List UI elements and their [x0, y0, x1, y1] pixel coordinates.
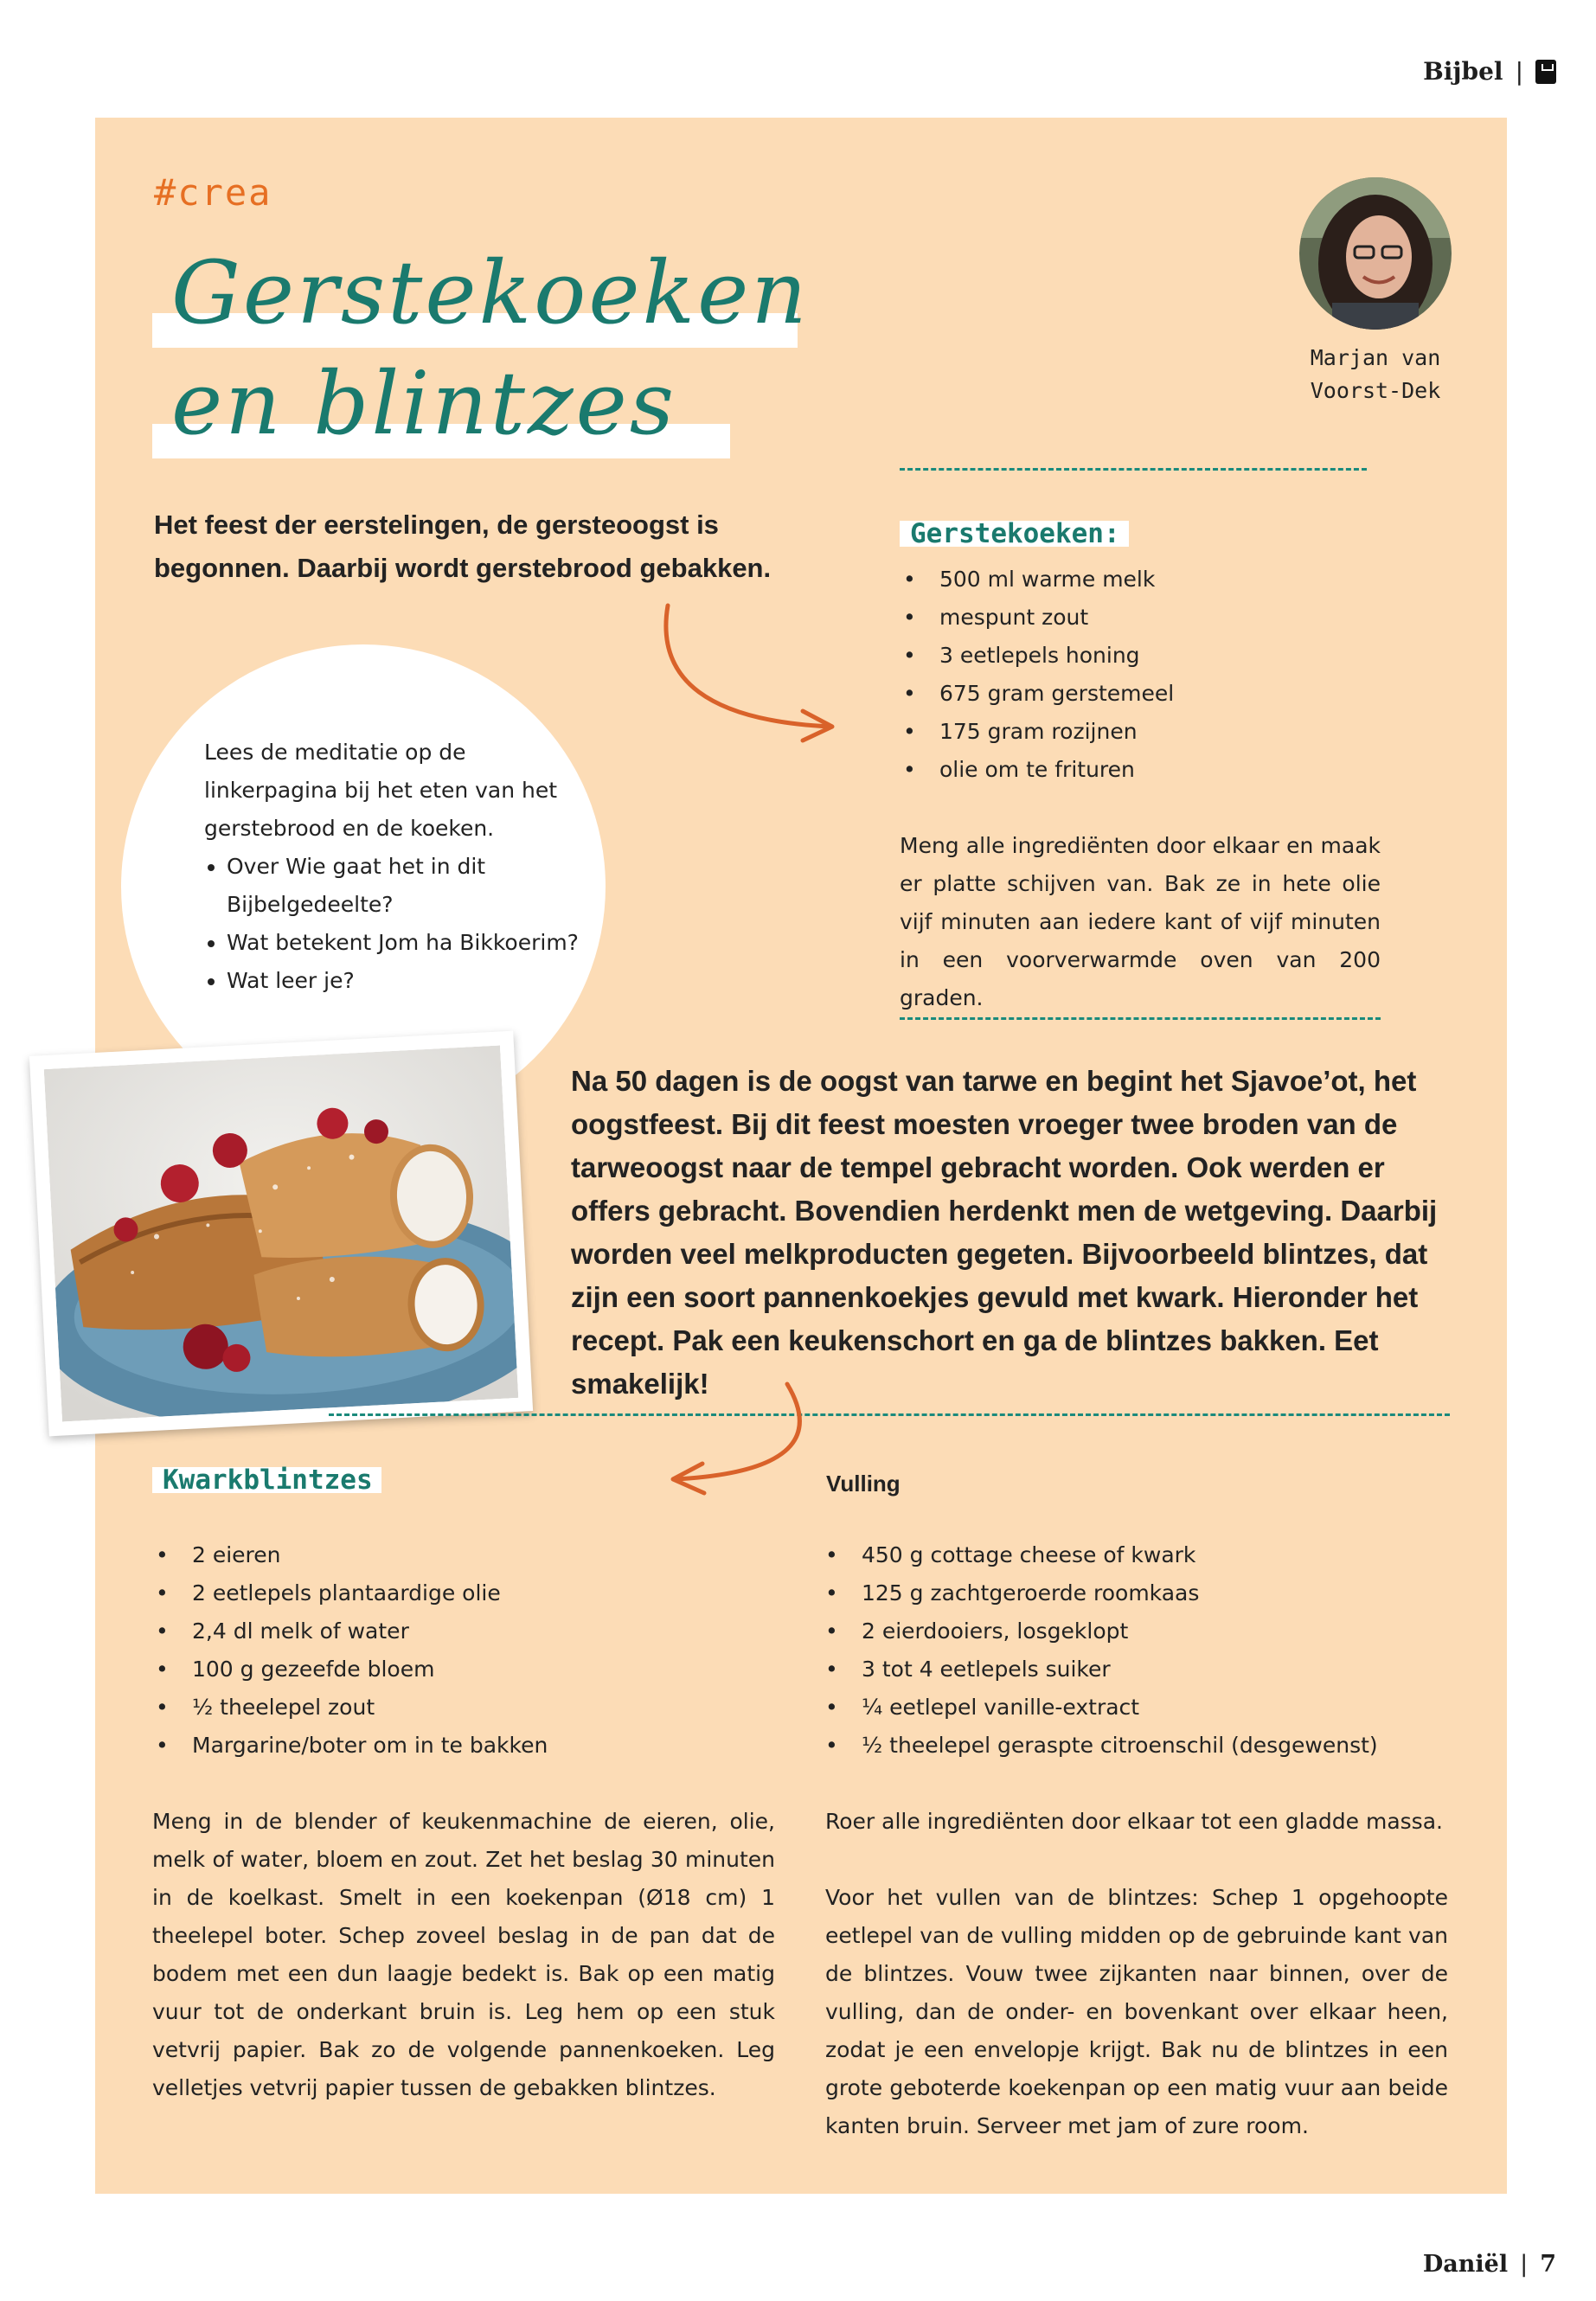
ingredient-item: • 175 gram rozijnen — [900, 713, 1384, 751]
curved-arrow-icon — [657, 1375, 830, 1497]
ingredient-item: • 450 g cottage cheese of kwark — [822, 1536, 1462, 1574]
author-name-line-1: Marjan van — [1310, 345, 1441, 370]
blintzes-photo — [29, 1031, 533, 1437]
kwarkblintzes-instructions: Meng in de blender of keukenmachine de eieren, olie, melk of water, bloem en zout. Zet het beslag 30 minuten in de koelkast. Smelt in een koekenpan (Ø18 cm) 1 theelepel boter. Schep zoveel beslag in de pan dat de bodem met een dun laagje bedekt is. Bak op een matig vuur tot de onderkant bruin is. Leg hem op een stuk vetvrij papier. Bak zo de volgende pannenkoeken. Leg velletjes vetvrij papier tussen de gebakken blintzes. — [152, 1809, 775, 2100]
vulling-heading: Vulling — [826, 1471, 901, 1497]
kwarkblintzes-heading: Kwarkblintzes — [152, 1467, 381, 1493]
sjavoeot-text: Na 50 dagen is de oogst van tarwe en begint het Sjavoe’ot, het oogstfeest. Bij dit feest moesten vroeger twee broden van de tarweoogst naar de tempel gebracht worden. Ook werden er offers gebracht. Bovendien herdenkt men de wetgeving. Daarbij worden veel melkproducten gegeten. Bijvoorbeeld blintzes, dat zijn een soort pannenkoekjes gevuld met kwark. Hieronder het recept. Pak een keukenschort en ga de blintzes bakken. Eet smakelijk! — [571, 1065, 1438, 1400]
bible-book-icon — [1535, 60, 1556, 84]
section-header — [1423, 57, 1556, 86]
ingredient-item: • ¼ eetlepel vanille-extract — [822, 1689, 1462, 1727]
page-title-line-1: Gerstekoeken — [171, 242, 810, 343]
hashtag: #crea — [154, 171, 272, 214]
ingredient-item: • 675 gram gerstemeel — [900, 675, 1384, 713]
ingredient-item: • olie om te frituren — [900, 751, 1384, 789]
ingredient-item: • 2 eierdooiers, losgeklopt — [822, 1612, 1462, 1650]
ingredient-item: • 2 eieren — [152, 1536, 775, 1574]
meditation-text: Lees de meditatie op de linkerpagina bij het eten van het gerstebrood en de koeken. — [204, 740, 558, 841]
kwarkblintzes-ingredients — [152, 1536, 775, 1765]
ingredient-item: • ½ theelepel geraspte citroenschil (desgewenst) — [822, 1727, 1462, 1765]
ingredient-item: • 2,4 dl melk of water — [152, 1612, 775, 1650]
page-footer — [1423, 2251, 1556, 2278]
dashed-divider-3 — [329, 1413, 1450, 1416]
meditation-box — [204, 734, 585, 1000]
ingredient-item: • ½ theelepel zout — [152, 1689, 775, 1727]
question-item: • Wat betekent Jom ha Bikkoerim? — [227, 924, 585, 962]
magazine-name: Daniël — [1422, 2251, 1509, 2278]
meditation-questions — [204, 848, 585, 1000]
gerstekoeken-instructions: Meng alle ingrediënten door elkaar en maak er platte schijven van. Bak ze in hete olie vijf minuten aan iedere kant of vijf minuten in een voorverwarmde oven van 200 graden. — [900, 833, 1381, 1010]
dashed-divider-2 — [900, 1017, 1381, 1020]
ingredient-item: • 125 g zachtgeroerde roomkaas — [822, 1574, 1462, 1612]
author-avatar — [1299, 177, 1452, 330]
vulling-instructions-1: Roer alle ingrediënten door elkaar tot een gladde massa. — [825, 1809, 1443, 1834]
page-title-line-2: en blintzes — [171, 353, 677, 454]
author-name-line-2: Voorst-Dek — [1310, 378, 1441, 403]
section-label: Bijbel — [1423, 57, 1503, 86]
vulling-instructions-2: Voor het vullen van de blintzes: Schep 1 opgehoopte eetlepel van de vulling midden op de gebruinde kant van de blintzes. Vouw twee zijkanten naar binnen, over de vulling, dan de onder- en bovenkant over elkaar heen, zodat je een envelopje krijgt. Bak nu de blintzes in een grote geboterde koekenpan op een matig vuur aan beide kanten bruin. Serveer met jam of zure room. — [825, 1885, 1448, 2138]
curved-arrow-icon — [657, 597, 848, 753]
ingredient-item: • Margarine/boter om in te bakken — [152, 1727, 775, 1765]
vulling-ingredients — [822, 1536, 1462, 1765]
dashed-divider-1 — [900, 468, 1367, 471]
ingredient-item: • 500 ml warme melk — [900, 561, 1384, 599]
ingredient-item: • mespunt zout — [900, 599, 1384, 637]
gerstekoeken-heading: Gerstekoeken: — [900, 521, 1129, 547]
ingredient-item: • 3 tot 4 eetlepels suiker — [822, 1650, 1462, 1689]
ingredient-item: • 2 eetlepels plantaardige olie — [152, 1574, 775, 1612]
question-item: • Wat leer je? — [227, 962, 585, 1000]
footer-separator: | — [1520, 2251, 1529, 2278]
header-separator: | — [1515, 57, 1523, 86]
intro-text: Het feest der eerstelingen, de gersteoogst is begonnen. Daarbij wordt gerstebrood gebakken. — [154, 510, 772, 583]
photo-image — [44, 1045, 519, 1421]
ingredient-item: • 100 g gezeefde bloem — [152, 1650, 775, 1689]
ingredient-item: • 3 eetlepels honing — [900, 637, 1384, 675]
page-number: 7 — [1540, 2251, 1556, 2278]
question-item: • Over Wie gaat het in dit Bijbelgedeelte? — [227, 848, 585, 924]
author-name — [1280, 342, 1471, 407]
gerstekoeken-ingredients — [900, 561, 1384, 789]
